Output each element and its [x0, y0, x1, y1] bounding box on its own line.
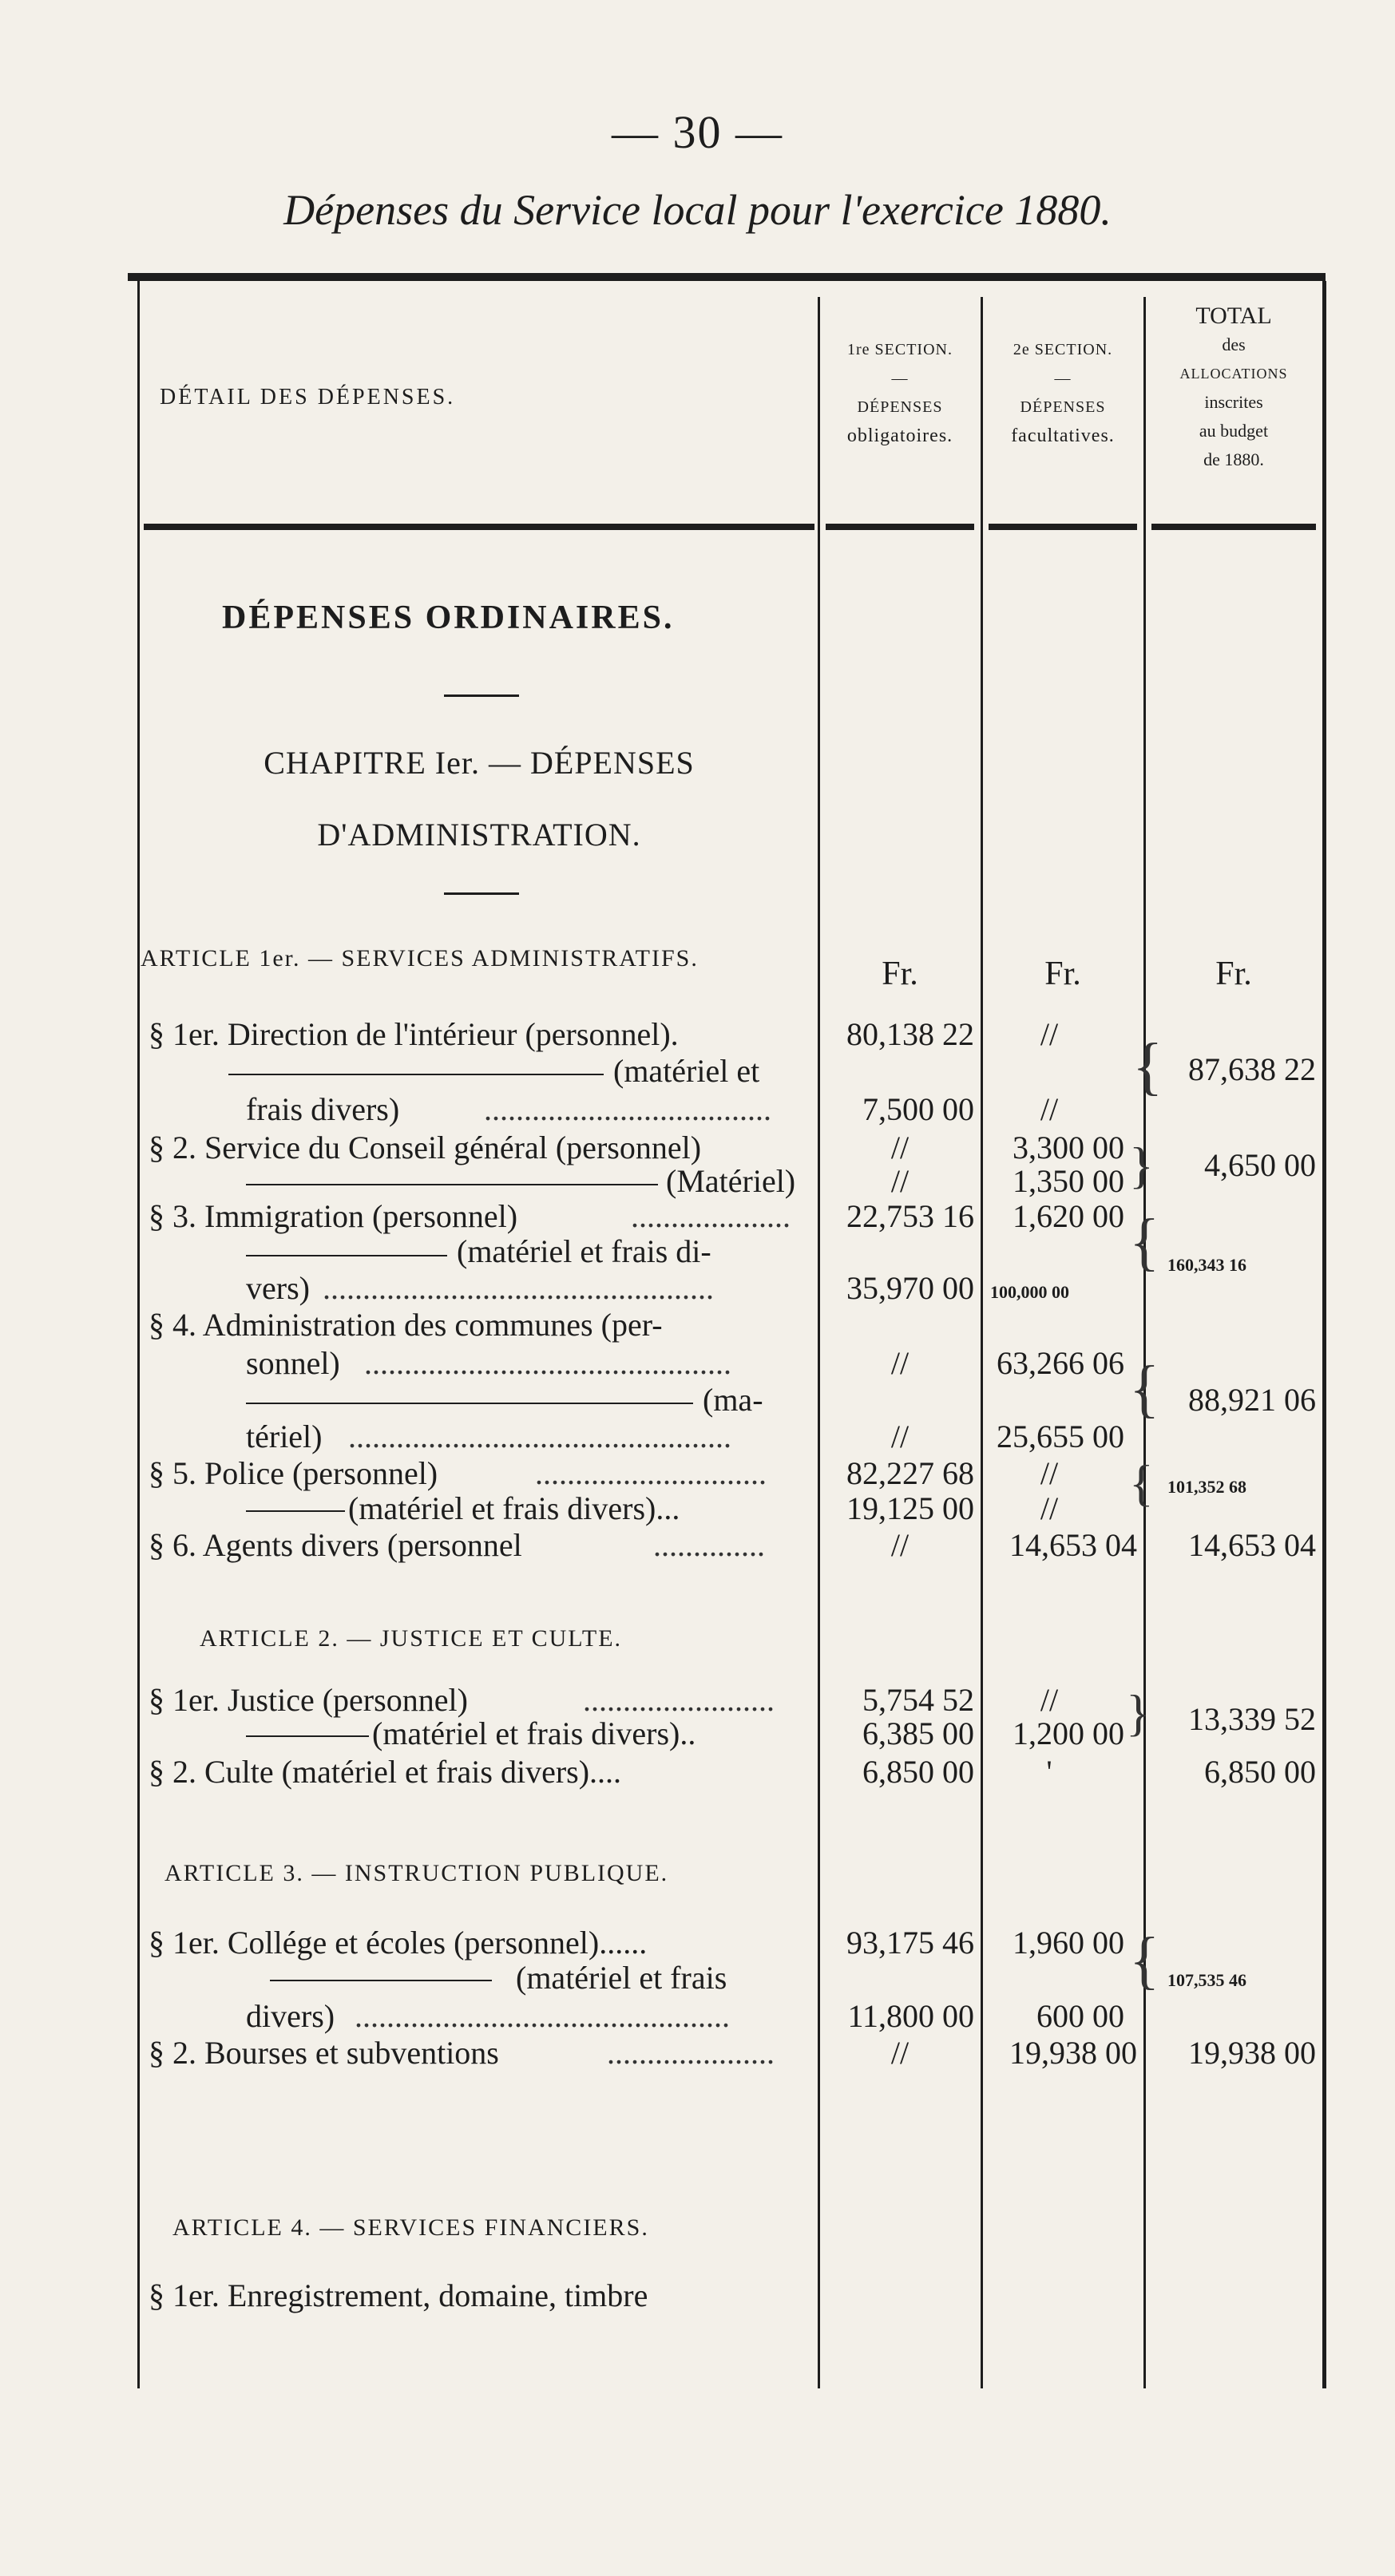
c1-interior-personnel: 80,138 22 — [846, 1016, 974, 1052]
line-justice-materiel: (matériel et frais divers).. — [372, 1715, 696, 1751]
leader-dots: ..................... — [607, 2035, 775, 2071]
header-col3: TOTAL des ALLOCATIONS inscrites au budget de 1880. — [1179, 303, 1288, 469]
c1-college-divers: 11,800 00 — [847, 1998, 974, 2034]
chapter-line-2: D'ADMINISTRATION. — [317, 817, 641, 853]
c2-police-personnel: // — [1040, 1455, 1059, 1491]
c1-agents: // — [890, 1527, 910, 1563]
c1-immigration-personnel: 22,753 16 — [846, 1198, 974, 1234]
line-agents-personnel: § 6. Agents divers (personnel — [149, 1527, 522, 1563]
leader-dots: ................................................ — [348, 1419, 731, 1454]
header-rule-col3 — [1151, 524, 1316, 530]
c2-college-personnel: 1,960 00 — [1013, 1925, 1124, 1961]
line-interior-materiel: (matériel et — [613, 1053, 760, 1089]
chapter-dash — [444, 892, 519, 895]
article-4-heading: ARTICLE 4. — SERVICES FINANCIERS. — [172, 2214, 649, 2241]
col1-separator — [818, 297, 820, 2388]
line-immigration-vers: vers) — [246, 1270, 310, 1306]
total-police: 101,352 68 — [1167, 1477, 1246, 1497]
header-detail: DÉTAIL DES DÉPENSES. — [160, 385, 456, 410]
chapter-line-1: CHAPITRE Ier. — DÉPENSES — [264, 745, 695, 781]
line-police-personnel: § 5. Police (personnel) — [149, 1455, 438, 1491]
leader-dots: ................................................. — [323, 1270, 714, 1306]
line-conseil-personnel: § 2. Service du Conseil général (personnel) — [149, 1130, 702, 1165]
brace-communes: { — [1129, 1354, 1160, 1424]
header-rule-detail — [144, 524, 814, 530]
section-title: DÉPENSES ORDINAIRES. — [222, 599, 675, 636]
c2-interior-personnel: // — [1040, 1016, 1059, 1052]
c2-communes-materiel: 25,655 00 — [997, 1419, 1124, 1454]
total-communes: 88,921 06 — [1188, 1382, 1316, 1418]
leader-dots: .............................................. — [364, 1345, 731, 1381]
c2-culte: ' — [1046, 1754, 1052, 1790]
c2-communes-personnel: 63,266 06 — [997, 1345, 1124, 1381]
total-culte: 6,850 00 — [1204, 1754, 1316, 1790]
line-college-personnel: § 1er. Collége et écoles (personnel)...... — [149, 1925, 648, 1961]
brace-college: { — [1129, 1925, 1160, 1996]
brace-police: { — [1129, 1454, 1154, 1511]
table-left-border — [137, 281, 140, 2388]
section-dash — [444, 694, 519, 697]
leader-dots: .................... — [631, 1198, 791, 1234]
line-justice-personnel: § 1er. Justice (personnel) — [149, 1682, 468, 1718]
c1-bourses: // — [890, 2035, 910, 2071]
c2-college-divers: 600 00 — [1036, 1998, 1124, 2034]
total-bourses: 19,938 00 — [1188, 2035, 1316, 2071]
c1-immigration-vers: 35,970 00 — [846, 1270, 974, 1306]
header-col1: 1re SECTION. — DÉPENSES obligatoires. — [846, 341, 953, 446]
line-interior-personnel: § 1er. Direction de l'intérieur (personnel). — [149, 1016, 679, 1052]
header-rule-col2 — [989, 524, 1137, 530]
page-title: Dépenses du Service local pour l'exercice 1880. — [283, 186, 1112, 234]
line-immigration-materiel: (matériel et frais di- — [457, 1233, 711, 1269]
line-conseil-materiel: (Matériel) — [666, 1163, 796, 1199]
c2-interior-materiel: // — [1040, 1091, 1059, 1127]
line-communes-sonnel: sonnel) — [246, 1345, 340, 1381]
total-immigration: 160,343 16 — [1167, 1255, 1246, 1275]
article-1-heading: ARTICLE 1er. — SERVICES ADMINISTRATIFS. — [141, 945, 699, 971]
c1-conseil-personnel: // — [890, 1130, 910, 1165]
line-communes-teriel: tériel) — [246, 1419, 323, 1454]
total-justice: 13,339 52 — [1188, 1701, 1316, 1737]
line-immigration-personnel: § 3. Immigration (personnel) — [149, 1198, 518, 1234]
c2-justice-materiel: 1,200 00 — [1013, 1715, 1124, 1751]
c1-justice-materiel: 6,385 00 — [862, 1715, 974, 1751]
c1-college-personnel: 93,175 46 — [846, 1925, 974, 1961]
total-conseil: 4,650 00 — [1204, 1147, 1316, 1183]
line-communes-personnel: § 4. Administration des communes (per- — [149, 1307, 663, 1343]
c2-bourses: 19,938 00 — [1009, 2035, 1137, 2071]
article-2-heading: ARTICLE 2. — JUSTICE ET CULTE. — [200, 1625, 623, 1652]
brace-immigration: { — [1129, 1207, 1160, 1277]
line-enregistrement: § 1er. Enregistrement, domaine, timbre — [149, 2277, 648, 2313]
ditto-rule — [228, 1074, 604, 1075]
table-right-border — [1322, 281, 1326, 2388]
table-top-rule — [128, 273, 1326, 281]
line-college-materiel: (matériel et frais — [516, 1960, 727, 1996]
ditto-rule — [246, 1255, 447, 1256]
c2-immigration-personnel: 1,620 00 — [1013, 1198, 1124, 1234]
ditto-rule — [246, 1184, 658, 1185]
total-college: 107,535 46 — [1167, 1970, 1246, 1990]
currency-col2: Fr. — [1044, 956, 1081, 992]
leader-dots: ........................ — [583, 1682, 775, 1718]
line-interior-frais: frais divers) — [246, 1091, 400, 1127]
c1-conseil-materiel: // — [890, 1163, 910, 1199]
c2-agents: 14,653 04 — [1009, 1527, 1137, 1563]
leader-dots: .............. — [653, 1527, 765, 1563]
c2-justice-personnel: // — [1040, 1682, 1059, 1718]
leader-dots: ............................................... — [355, 1998, 730, 2034]
c1-police-personnel: 82,227 68 — [846, 1455, 974, 1491]
c1-interior-frais: 7,500 00 — [862, 1091, 974, 1127]
line-culte: § 2. Culte (matériel et frais divers).... — [149, 1754, 622, 1790]
c2-immigration-vers: 100,000 00 — [990, 1282, 1069, 1302]
brace-interior: { — [1132, 1031, 1163, 1102]
currency-col3: Fr. — [1215, 956, 1252, 992]
c1-communes-materiel: // — [890, 1419, 910, 1454]
currency-col1: Fr. — [882, 956, 918, 992]
line-college-divers: divers) — [246, 1998, 335, 2034]
ditto-rule — [246, 1510, 345, 1512]
page-number: — 30 — — [612, 106, 783, 158]
ditto-rule — [246, 1735, 369, 1737]
c1-culte: 6,850 00 — [862, 1754, 974, 1790]
col2-separator — [981, 297, 983, 2388]
header-col2: 2e SECTION. — DÉPENSES facultatives. — [1011, 341, 1115, 446]
ditto-rule — [270, 1980, 492, 1981]
line-communes-ma: (ma- — [703, 1382, 763, 1418]
c1-justice-personnel: 5,754 52 — [862, 1682, 974, 1718]
header-rule-col1 — [826, 524, 974, 530]
brace-justice: } — [1126, 1684, 1151, 1741]
total-agents: 14,653 04 — [1188, 1527, 1316, 1563]
ditto-rule — [246, 1403, 693, 1404]
leader-dots: .................................... — [484, 1091, 771, 1127]
total-interior: 87,638 22 — [1188, 1051, 1316, 1087]
brace-conseil: } — [1129, 1137, 1154, 1193]
line-bourses: § 2. Bourses et subventions — [149, 2035, 499, 2071]
col3-separator — [1143, 297, 1146, 2388]
c2-conseil-materiel: 1,350 00 — [1013, 1163, 1124, 1199]
c1-communes-personnel: // — [890, 1345, 910, 1381]
c2-conseil-personnel: 3,300 00 — [1013, 1130, 1124, 1165]
c2-police-materiel: // — [1040, 1490, 1059, 1526]
article-3-heading: ARTICLE 3. — INSTRUCTION PUBLIQUE. — [164, 1860, 669, 1886]
c1-police-materiel: 19,125 00 — [846, 1490, 974, 1526]
leader-dots: ............................. — [535, 1455, 767, 1491]
line-police-materiel: (matériel et frais divers)... — [348, 1490, 680, 1526]
